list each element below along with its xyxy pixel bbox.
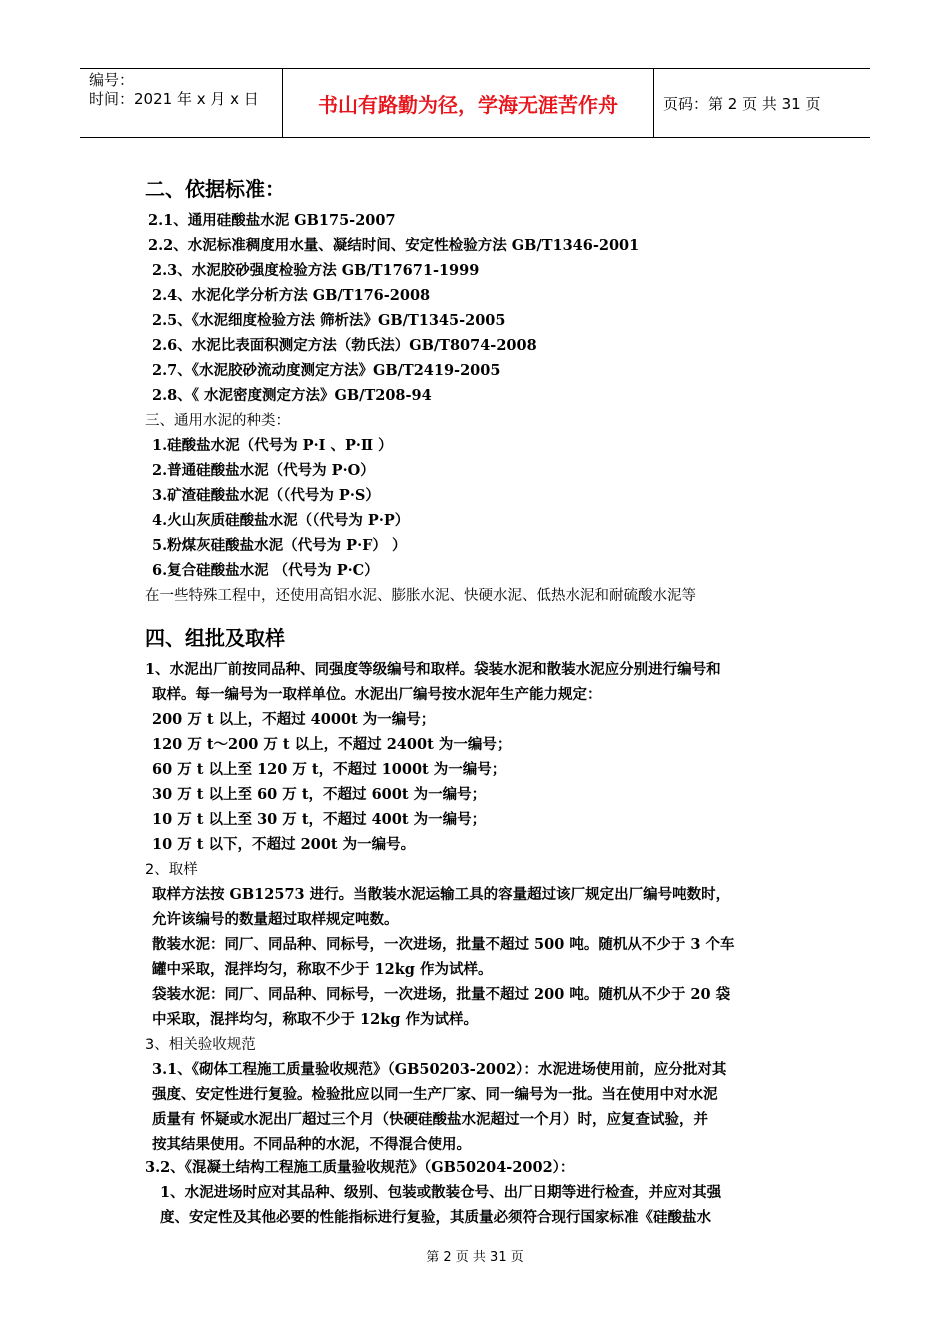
paragraph-line: 取样方法按 GB12573 进行。当散装水泥运输工具的容量超过该厂规定出厂编号吨数时， xyxy=(152,886,731,903)
page-header xyxy=(80,68,870,138)
cement-type-item: 5.粉煤灰硅酸盐水泥（代号为 P·F） ） xyxy=(152,537,407,554)
capacity-rule: 60 万 t 以上至 120 万 t，不超过 1000t 为一编号； xyxy=(152,761,507,778)
paragraph-line: 3.2、《混凝土结构工程施工质量验收规范》（GB50204-2002）： xyxy=(145,1159,575,1176)
special-cement-note: 在一些特殊工程中，还使用高铝水泥、膨胀水泥、快硬水泥、低热水泥和耐硫酸水泥等 xyxy=(145,588,696,604)
paragraph-line: 罐中采取，混拌均匀，称取不少于 12kg 作为试样。 xyxy=(152,961,493,978)
capacity-rule: 10 万 t 以下，不超过 200t 为一编号。 xyxy=(152,836,416,853)
subsection-acceptance-title: 3、相关验收规范 xyxy=(145,1037,256,1053)
subsection-sampling-title: 2、取样 xyxy=(145,862,198,878)
paragraph-line: 按其结果使用。不同品种的水泥，不得混合使用。 xyxy=(152,1136,471,1153)
paragraph-line: 取样。每一编号为一取样单位。水泥出厂编号按水泥年生产能力规定： xyxy=(152,686,602,703)
paragraph-line: 允许该编号的数量超过取样规定吨数。 xyxy=(152,911,399,928)
cement-type-item: 3.矿渣硅酸盐水泥（（代号为 P·S） xyxy=(152,487,380,504)
capacity-rule: 120 万 t～200 万 t 以上，不超过 2400t 为一编号； xyxy=(152,736,512,753)
paragraph-line: 散装水泥：同厂、同品种、同标号，一次进场，批量不超过 500 吨。随机从不少于 3 个车 xyxy=(152,936,735,953)
standard-item: 2.6、水泥比表面积测定方法（勃氏法）GB/T8074-2008 xyxy=(152,337,537,354)
capacity-rule: 10 万 t 以上至 30 万 t，不超过 400t 为一编号； xyxy=(152,811,487,828)
page-footer: 第 2 页 共 31 页 xyxy=(426,1250,524,1265)
cement-type-item: 2.普通硅酸盐水泥（代号为 P·O） xyxy=(152,462,375,479)
standard-item: 2.1、通用硅酸盐水泥 GB175-2007 xyxy=(148,212,396,229)
standard-item: 2.4、水泥化学分析方法 GB/T176-2008 xyxy=(152,287,431,304)
paragraph-line: 3.1、《砌体工程施工质量验收规范》（GB50203-2002）：水泥进场使用前，应分批对其 xyxy=(152,1061,727,1078)
header-meta xyxy=(80,69,283,137)
paragraph-line: 质量有 怀疑或水泥出厂超过三个月（快硬硅酸盐水泥超过一个月）时，应复查试验，并 xyxy=(152,1111,709,1128)
time-label: 时间：2021 年 x 月 x 日 xyxy=(89,90,259,108)
standard-item: 2.8、《 水泥密度测定方法》GB/T208-94 xyxy=(152,387,432,404)
number-label: 编号： xyxy=(89,71,135,89)
paragraph-line: 1、水泥出厂前按同品种、同强度等级编号和取样。袋装水泥和散装水泥应分别进行编号和 xyxy=(145,661,721,678)
standard-item: 2.2、水泥标准稠度用水量、凝结时间、安定性检验方法 GB/T1346-2001 xyxy=(148,237,640,254)
section-2-title: 二、依据标准： xyxy=(145,177,285,201)
standard-item: 2.3、水泥胶砂强度检验方法 GB/T17671-1999 xyxy=(152,262,480,279)
paragraph-line: 度、安定性及其他必要的性能指标进行复验，其质量必须符合现行国家标准《硅酸盐水 xyxy=(160,1209,711,1226)
paragraph-line: 袋装水泥：同厂、同品种、同标号，一次进场，批量不超过 200 吨。随机从不少于 20 袋 xyxy=(152,986,731,1003)
section-4-title: 四、组批及取样 xyxy=(145,626,285,650)
standard-item: 2.5、《水泥细度检验方法 筛析法》GB/T1345-2005 xyxy=(152,312,506,329)
capacity-rule: 200 万 t 以上，不超过 4000t 为一编号； xyxy=(152,711,436,728)
cement-type-item: 6.复合硅酸盐水泥 （代号为 P·C） xyxy=(152,562,379,579)
capacity-rule: 30 万 t 以上至 60 万 t，不超过 600t 为一编号； xyxy=(152,786,487,803)
cement-type-item: 4.火山灰质硅酸盐水泥（（代号为 P·P） xyxy=(152,512,410,529)
cement-type-item: 1.硅酸盐水泥（代号为 P·Ⅰ 、P·Ⅱ ） xyxy=(152,437,393,454)
paragraph-line: 中采取，混拌均匀，称取不少于 12kg 作为试样。 xyxy=(152,1011,478,1028)
header-motto: 书山有路勤为径，学海无涯苦作舟 xyxy=(283,69,654,137)
paragraph-line: 1、水泥进场时应对其品种、级别、包装或散装仓号、出厂日期等进行检查，并应对其强 xyxy=(160,1184,722,1201)
standard-item: 2.7、《水泥胶砂流动度测定方法》GB/T2419-2005 xyxy=(152,362,501,379)
header-page-label: 页码：第 2 页 共 31 页 xyxy=(663,94,821,113)
section-3-title: 三、通用水泥的种类： xyxy=(145,413,290,429)
paragraph-line: 强度、安定性进行复验。检验批应以同一生产厂家、同一编号为一批。当在使用中对水泥 xyxy=(152,1086,718,1103)
